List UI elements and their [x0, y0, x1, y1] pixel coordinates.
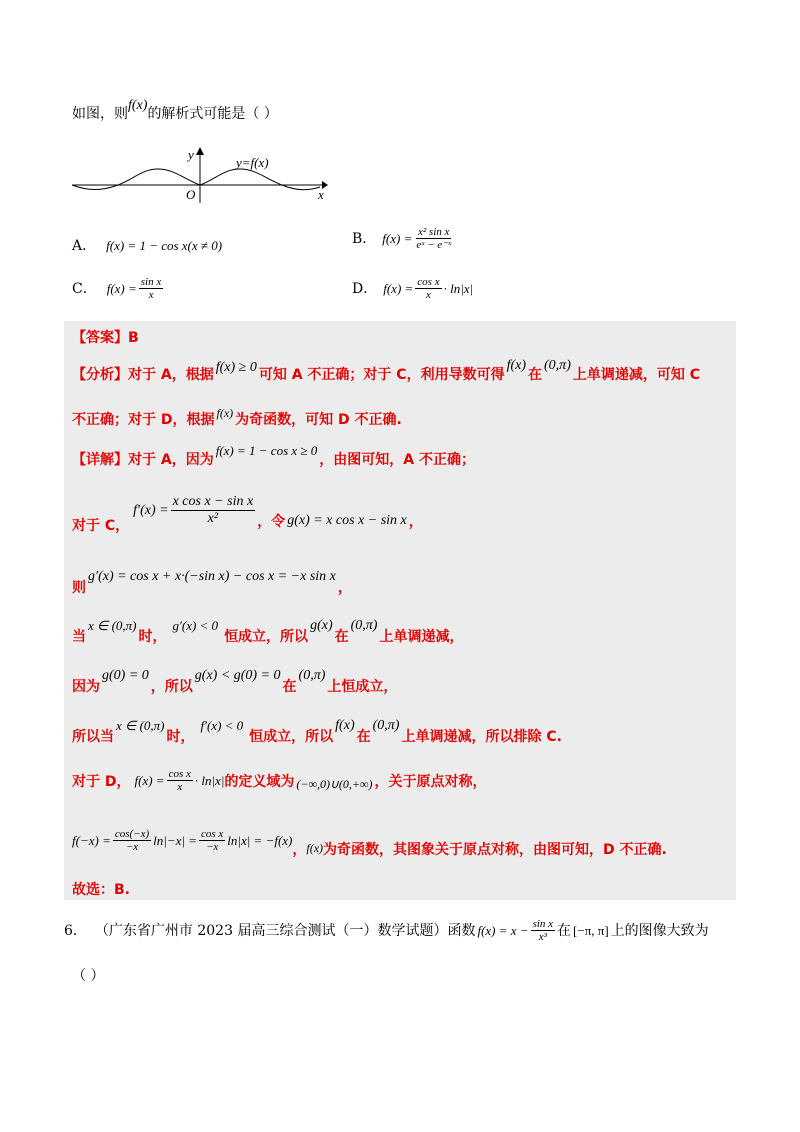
next-num: sin x — [532, 918, 554, 930]
odd-fraction-1 — [113, 828, 151, 853]
option-b — [352, 226, 455, 251]
analysis-m3: (0,π) — [544, 358, 571, 373]
because-line — [72, 666, 398, 695]
g-t2: ， — [337, 580, 352, 596]
option-d-lhs: f(x) = — [383, 280, 414, 296]
odd-a: f(−x) = — [72, 832, 111, 848]
because-t3: 在 — [282, 679, 297, 695]
so-t2: 时， — [166, 729, 195, 745]
d-lhs: f(x) = — [134, 772, 165, 788]
next-den: x³ — [538, 931, 547, 943]
question-suffix: 的解析式可能是（ ） — [147, 106, 278, 122]
option-b-num: x² sin x — [418, 226, 450, 238]
next-t1: 在 — [557, 922, 572, 939]
curve — [72, 169, 320, 190]
when-t4: 在 — [334, 629, 349, 645]
so-t5: 上单调递减，所以排除 C. — [401, 729, 562, 745]
detail-t1: 对于 A，因为 — [128, 452, 214, 468]
when-t2: 时， — [138, 629, 167, 645]
analysis-t4: 上单调递减，可知 C — [572, 367, 701, 383]
analysis-t1: 对于 A，根据 — [128, 367, 214, 383]
option-c-num: sin x — [140, 276, 162, 288]
because-m1: g(0) = 0 — [102, 668, 149, 683]
option-d-num: cos x — [417, 276, 440, 288]
c-m2: g(x) = x cos x − sin x — [287, 512, 407, 528]
option-d-label: D． — [352, 280, 378, 297]
detail-t2: ，由图可知，A 不正确； — [319, 452, 476, 468]
next-lhs: f(x) = x − — [477, 922, 529, 938]
option-c-label: C． — [72, 280, 97, 297]
c-t1: 对于 C， — [72, 517, 130, 534]
analysis-t5: 不正确；对于 D，根据 — [72, 412, 215, 428]
option-a-label: A． — [72, 238, 97, 254]
analysis-tag: 【分析】 — [72, 367, 128, 383]
so-t1: 所以当 — [72, 729, 114, 745]
next-question — [64, 918, 709, 943]
analysis-t3: 在 — [528, 367, 543, 383]
because-t1: 因为 — [72, 679, 100, 695]
question-fx: f(x) — [128, 98, 148, 113]
so-t4: 在 — [356, 729, 371, 745]
analysis-line-1 — [72, 358, 701, 384]
d-den: x — [177, 781, 183, 793]
odd-den1: −x — [125, 841, 139, 853]
odd-den2: −x — [205, 841, 219, 853]
so-m3: f(x) — [335, 718, 355, 733]
so-m2: f′(x) < 0 — [200, 718, 244, 733]
d-t3: ，关于原点对称， — [374, 773, 487, 790]
when-m2: g′(x) < 0 — [172, 618, 219, 633]
because-m2: g(x) < g(0) = 0 — [194, 668, 281, 683]
c-lhs: f′(x) = — [133, 502, 169, 518]
analysis-t2: 可知 A 不正确；对于 C，利用导数可得 — [258, 367, 505, 383]
option-d-tail: · ln|x| — [443, 280, 474, 296]
odd-num1: cos(−x) — [114, 828, 150, 840]
so-m1: x ∈ (0,π) — [116, 718, 165, 733]
when-t1: 当 — [72, 629, 86, 645]
option-d-fraction — [415, 276, 441, 301]
y-label: y — [188, 147, 194, 162]
option-d-den: x — [426, 289, 431, 301]
option-c-lhs: f(x) = — [106, 280, 137, 296]
next-source: （广东省广州市 2023 届高三综合测试（一）数学试题）函数 — [94, 922, 476, 939]
answer-tag: 【答案】B — [72, 330, 139, 346]
odd-line — [72, 828, 667, 858]
d-num: cos x — [168, 768, 191, 780]
odd-t2: 为奇函数，其图象关于原点对称，由图可知，D 不正确. — [323, 841, 667, 858]
option-b-den: eˣ − e⁻ˣ — [416, 239, 452, 251]
option-b-label: B． — [352, 230, 377, 247]
x-label: x — [318, 187, 324, 202]
odd-num2: cos x — [200, 828, 224, 840]
question-prefix: 如图，则 — [72, 106, 128, 122]
option-c — [72, 276, 165, 301]
d-m2: (−∞,0)∪(0,+∞) — [296, 777, 373, 791]
option-c-fraction — [139, 276, 163, 301]
because-t4: 上恒成立， — [327, 679, 398, 695]
d-t2: 的定义域为 — [224, 773, 295, 790]
when-line — [72, 616, 464, 645]
odd-t1: ， — [292, 841, 307, 858]
c-t2: ，令 — [257, 513, 286, 530]
option-a-expr: f(x) = 1 − cos x(x ≠ 0) — [106, 238, 223, 253]
option-b-fraction — [414, 226, 453, 251]
option-c-den: x — [148, 289, 154, 301]
odd-m1: f(x) — [306, 841, 324, 855]
when-t5: 上单调递减， — [379, 629, 464, 645]
analysis-m4: f(x) — [216, 405, 234, 420]
d-line — [72, 768, 486, 793]
because-t2: ，所以 — [150, 679, 193, 695]
detail-line — [72, 443, 476, 469]
function-graph — [70, 145, 330, 205]
conclusion: 故选：B. — [72, 882, 130, 898]
detail-m1: f(x) = 1 − cos x ≥ 0 — [215, 443, 318, 458]
c-fraction — [171, 494, 256, 527]
so-line — [72, 716, 562, 745]
c-derivative-line — [72, 494, 423, 534]
y-axis-arrow — [196, 147, 204, 155]
solution-box — [64, 321, 736, 900]
analysis-t6: 为奇函数，可知 D 不正确. — [235, 412, 402, 428]
next-t2: 上的图像大致为 — [610, 922, 709, 939]
next-interval: [−π, π] — [573, 922, 609, 938]
when-m1: x ∈ (0,π) — [88, 618, 137, 633]
option-b-lhs: f(x) = — [382, 230, 413, 246]
analysis-m1: f(x) ≥ 0 — [215, 360, 257, 375]
detail-tag: 【详解】 — [72, 452, 128, 468]
so-t3: 恒成立，所以 — [249, 729, 334, 745]
c-t3: ， — [408, 513, 423, 530]
next-fraction — [531, 918, 555, 943]
analysis-line-2 — [72, 405, 402, 429]
g-derivative-line — [72, 567, 352, 596]
when-m3: g(x) — [310, 618, 333, 633]
option-d — [352, 276, 473, 301]
d-t1: 对于 D， — [72, 773, 131, 790]
curve-label: y=f(x) — [236, 155, 269, 170]
d-fraction — [167, 768, 193, 793]
next-paren: （ ） — [72, 968, 105, 984]
so-m4: (0,π) — [372, 718, 400, 733]
c-den: x² — [207, 511, 219, 526]
g-t1: 则 — [72, 580, 86, 596]
when-m4: (0,π) — [350, 618, 378, 633]
odd-c: ln|x| = −f(x) — [227, 832, 293, 848]
analysis-m2: f(x) — [506, 358, 527, 373]
g-m1: g′(x) = cos x + x·(−sin x) − cos x = −x sin x — [88, 569, 336, 584]
when-t3: 恒成立，所以 — [224, 629, 309, 645]
odd-b: ln|−x| = — [153, 832, 197, 848]
option-a — [72, 236, 222, 256]
odd-fraction-2 — [199, 828, 225, 853]
c-num: x cos x − sin x — [172, 494, 254, 509]
next-number: 6． — [64, 922, 87, 939]
origin-label: O — [186, 187, 196, 202]
d-tail: · ln|x| — [194, 772, 225, 788]
question-stem — [72, 98, 278, 124]
because-m3: (0,π) — [298, 668, 326, 683]
